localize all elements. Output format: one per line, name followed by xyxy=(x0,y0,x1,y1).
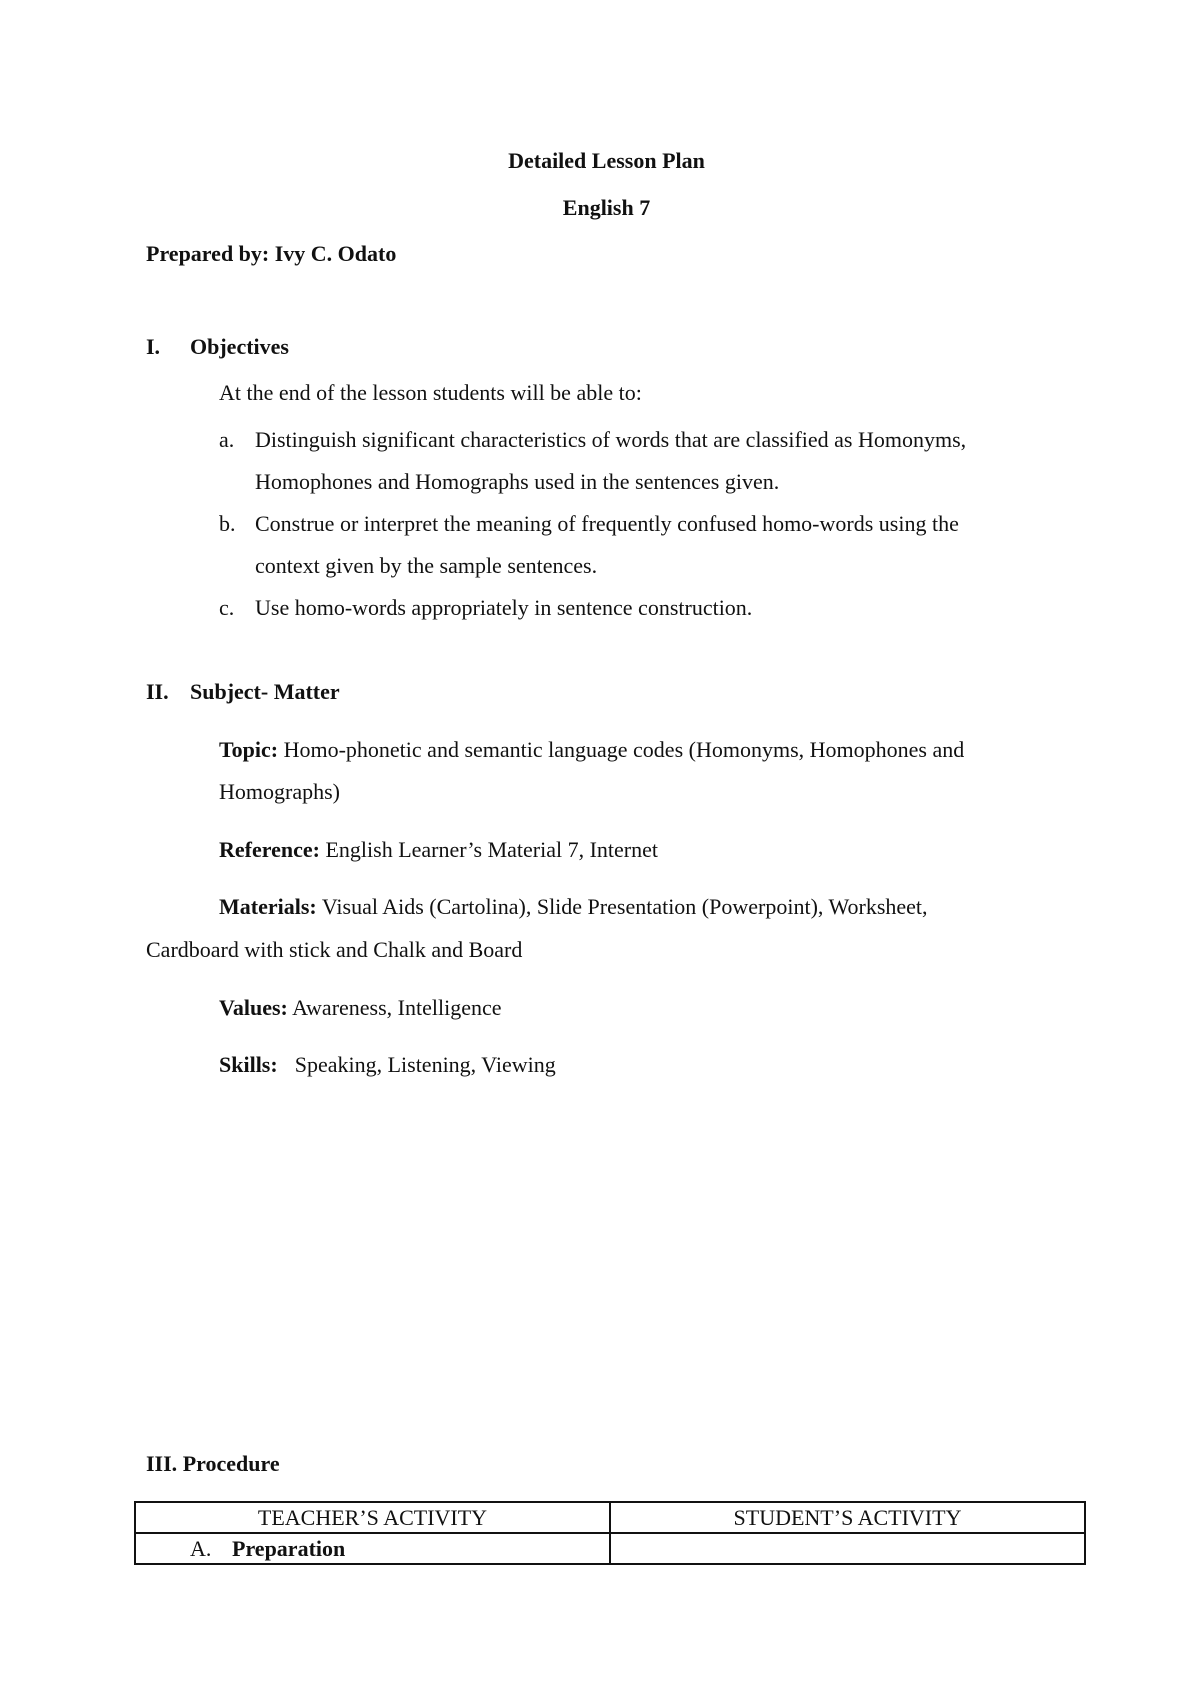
table-header-row xyxy=(135,1502,1085,1533)
materials-line1 xyxy=(219,894,928,920)
procedure-number: III. xyxy=(146,1451,178,1476)
objective-b-marker: b. xyxy=(219,511,236,536)
topic-value: Homo-phonetic and semantic language codes (Homonyms, Homophones and xyxy=(283,737,965,762)
objective-b-line1: Construe or interpret the meaning of frequently confused homo-words using the xyxy=(255,511,959,536)
reference-line xyxy=(219,837,658,863)
procedure-table xyxy=(134,1501,1086,1565)
procedure-heading xyxy=(146,1451,280,1477)
reference-label: Reference: xyxy=(219,837,320,862)
prepared-by-label: Prepared by: xyxy=(146,241,270,266)
teacher-activity-header: TEACHER’S ACTIVITY xyxy=(135,1502,610,1533)
values-value: Awareness, Intelligence xyxy=(292,995,502,1020)
objective-a-marker: a. xyxy=(219,427,235,452)
objective-c-marker: c. xyxy=(219,595,235,620)
values-label: Values: xyxy=(219,995,288,1020)
values-line xyxy=(219,995,502,1021)
preparation-marker: A. xyxy=(190,1536,212,1561)
objectives-heading: Objectives xyxy=(190,334,289,359)
objective-a-line2: Homophones and Homographs used in the sentences given. xyxy=(255,469,780,494)
topic-label: Topic: xyxy=(219,737,279,762)
objective-a-line1: Distinguish significant characteristics of words that are classified as Homonyms, xyxy=(255,427,967,452)
preparation-cell xyxy=(135,1533,610,1564)
skills-value: Speaking, Listening, Viewing xyxy=(294,1052,556,1077)
materials-label: Materials: xyxy=(219,894,317,919)
document-title: Detailed Lesson Plan xyxy=(508,148,705,173)
objectives-number: I. xyxy=(146,334,161,359)
subject-matter-heading: Subject- Matter xyxy=(190,679,340,704)
materials-line2: Cardboard with stick and Chalk and Board xyxy=(146,937,523,962)
student-activity-header: STUDENT’S ACTIVITY xyxy=(610,1502,1085,1533)
prepared-by xyxy=(146,241,396,267)
table-row xyxy=(135,1533,1085,1564)
reference-value: English Learner’s Material 7, Internet xyxy=(325,837,658,862)
preparation-label: Preparation xyxy=(232,1536,346,1561)
objective-c-line1: Use homo-words appropriately in sentence construction. xyxy=(255,595,753,620)
topic-line2: Homographs) xyxy=(219,779,340,804)
objectives-intro: At the end of the lesson students will be able to: xyxy=(219,380,642,405)
skills-line xyxy=(219,1052,556,1078)
subject-matter-number: II. xyxy=(146,679,169,704)
materials-value: Visual Aids (Cartolina), Slide Presentation (Powerpoint), Worksheet, xyxy=(321,894,928,919)
student-activity-cell xyxy=(610,1533,1085,1564)
topic-line1 xyxy=(219,737,964,763)
procedure-label: Procedure xyxy=(182,1451,280,1476)
document-subject: English 7 xyxy=(562,195,651,220)
skills-label: Skills: xyxy=(219,1052,278,1077)
prepared-by-name: Ivy C. Odato xyxy=(274,241,397,266)
objective-b-line2: context given by the sample sentences. xyxy=(255,553,598,578)
